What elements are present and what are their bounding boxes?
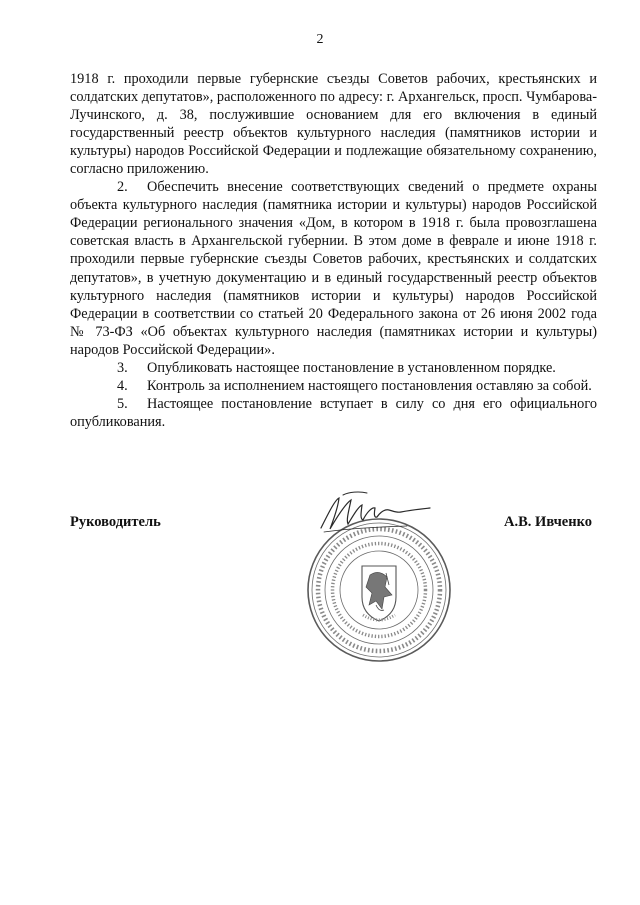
paragraph-text: Обеспечить внесение соответствующих сведений о предмете охраны объекта культурного наследия (памятника истории и культуры) народов Российской Федерации регионального значения «Дом, в котором в 1918 г. была провозглашена советская власть в Архангельской губернии. В этом доме в феврале и июне 1918 г. проходили первые губернские съезды Советов рабочих, крестьянских и солдатских депутатов», в учетную документацию и в единый государственный реестр объектов культурного наследия (памятников истории и культуры) народов Российской Федерации в соответствии со статьей 20 Федерального закона от 26 июня 2002 года № 73-ФЗ «Об объектах культурного наследия (памятниках истории и культуры) народов Российской Федерации». (70, 179, 597, 358)
signer-name: А.В. Ивченко (504, 514, 592, 530)
paragraph-item-3 (70, 359, 597, 377)
signer-title: Руководитель (70, 514, 161, 530)
paragraph-text: Опубликовать настоящее постановление в установленном порядке. (147, 359, 556, 376)
paragraph-continuation (70, 70, 597, 178)
paragraph-item-5 (70, 395, 597, 431)
paragraph-item-2 (70, 178, 597, 358)
page-number: 2 (316, 32, 324, 47)
paragraph-text: Контроль за исполнением настоящего постановления оставляю за собой. (147, 377, 592, 394)
handwritten-signature (315, 488, 435, 540)
document-body (70, 70, 597, 431)
paragraph-item-4 (70, 377, 597, 395)
paragraph-text: 1918 г. проходили первые губернские съезды Советов рабочих, крестьянских и солдатских депутатов», расположенного по адресу: г. Архангельск, просп. Чумбарова-Лучинского, д. 38, послужившие основанием для его включения в единый государственный реестр объектов культурного наследия (памятников истории и культуры) народов Российской Федерации и подлежащие обязательному сохранению, согласно приложению. (70, 71, 597, 178)
paragraph-text: Настоящее постановление вступает в силу со дня его официального опубликования. (70, 395, 597, 430)
paragraph-number: 2. (117, 179, 128, 196)
paragraph-number: 5. (117, 395, 128, 412)
paragraph-number: 4. (117, 377, 128, 394)
paragraph-number: 3. (117, 359, 128, 376)
